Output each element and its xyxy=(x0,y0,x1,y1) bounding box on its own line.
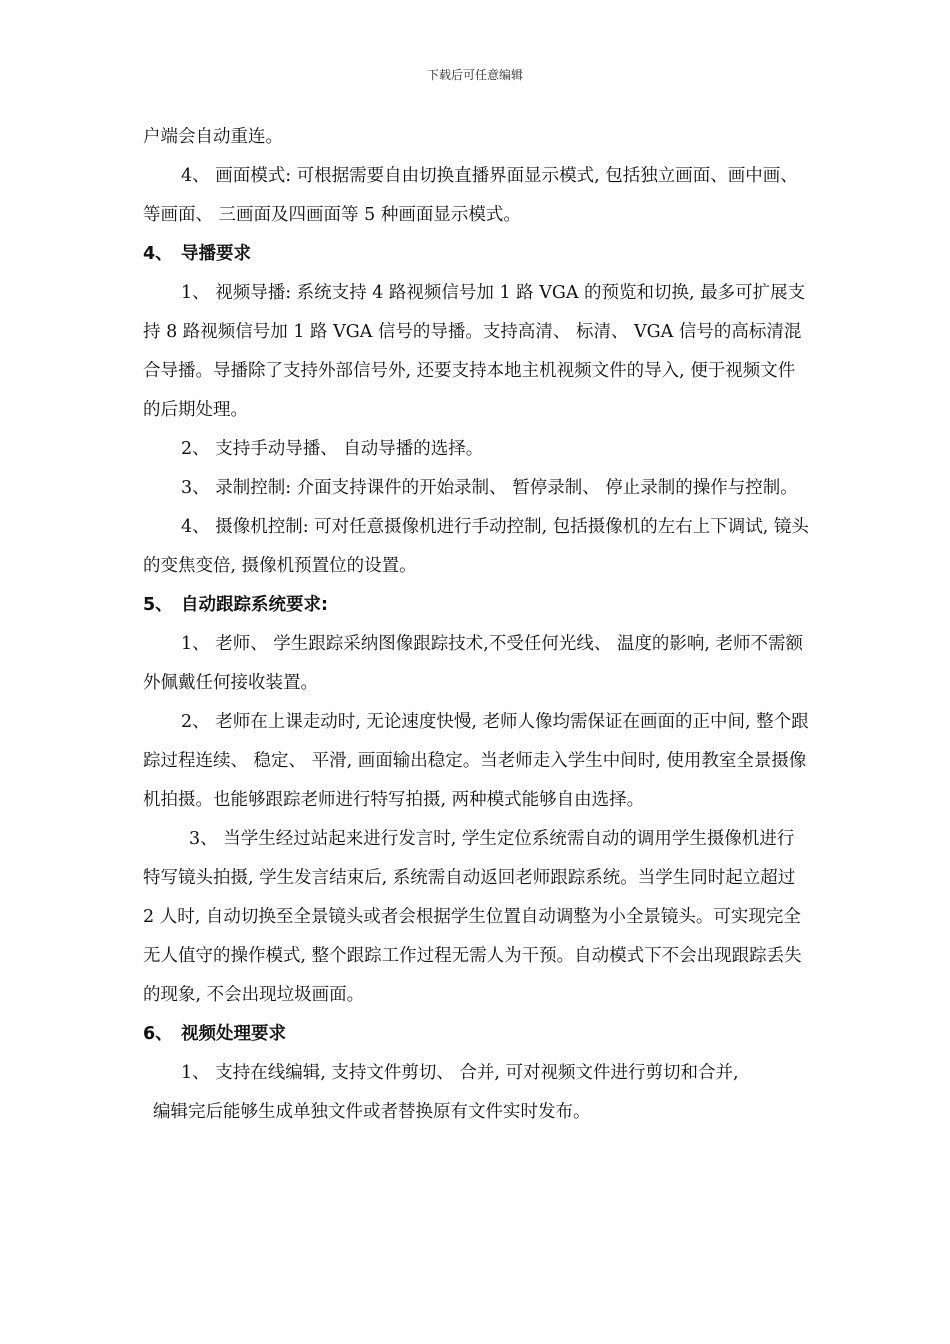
paragraph: 1、 老师、 学生跟踪采纳图像跟踪技术,不受任何光线、 温度的影响, 老师不需额外佩戴任何接收装置。 xyxy=(143,634,804,693)
section-number: 4、 xyxy=(143,244,173,264)
paragraph: 4、 画面模式: 可根据需要自由切换直播界面显示模式, 包括独立画面、画中画、 等画面、 三画面及四画面等 5 种画面显示模式。 xyxy=(143,166,798,225)
paragraph: 4、 摄像机控制: 可对任意摄像机进行手动控制, 包括摄像机的左右上下调试, 镜头的变焦变倍, 摄像机预置位的设置。 xyxy=(143,517,809,576)
section-title: 自动跟踪系统要求: xyxy=(181,595,328,615)
section-number: 6、 xyxy=(143,1024,173,1044)
section-heading xyxy=(143,1015,811,1054)
section-number: 5、 xyxy=(143,595,173,615)
section-title: 视频处理要求 xyxy=(181,1024,286,1044)
section-title: 导播要求 xyxy=(181,244,251,264)
document-body xyxy=(143,118,811,1132)
section-heading xyxy=(143,586,811,625)
paragraph: 编辑完后能够生成单独文件或者替换原有文件实时发布。 xyxy=(153,1102,591,1122)
paragraph: 1、 支持在线编辑, 支持文件剪切、 合并, 可对视频文件进行剪切和合并, xyxy=(181,1063,739,1083)
paragraph: 1、 视频导播: 系统支持 4 路视频信号加 1 路 VGA 的预览和切换, 最多可扩展支持 8 路视频信号加 1 路 VGA 信号的导播。支持高清、 标清、 VGA 信号的高标清混合导播。导播除了支持外部信号外, 还要支持本地主机视频文件的导入, 便于视频文件的后期处理。 xyxy=(143,283,806,420)
paragraph: 3、 录制控制: 介面支持课件的开始录制、 暂停录制、 停止录制的操作与控制。 xyxy=(181,478,798,498)
paragraph: 2、 老师在上课走动时, 无论速度快慢, 老师人像均需保证在画面的正中间, 整个跟踪过程连续、 稳定、 平滑, 画面输出稳定。当老师走入学生中间时, 使用教室全景摄像机拍摄。也能够跟踪老师进行特写拍摄, 两种模式能够自由选择。 xyxy=(143,712,809,810)
section-heading xyxy=(143,235,811,274)
paragraph: 2、 支持手动导播、 自动导播的选择。 xyxy=(181,439,484,459)
paragraph: 户端会自动重连。 xyxy=(143,127,283,147)
paragraph: 3、 当学生经过站起来进行发言时, 学生定位系统需自动的调用学生摄像机进行特写镜头拍摄, 学生发言结束后, 系统需自动返回老师跟踪系统。当学生同时起立超过 2 人时, 自动切换至全景镜头或者会根据学生位置自动调整为小全景镜头。可实现完全无人值守的操作模式, 整个跟踪工作过程无需人为干预。自动模式下不会出现跟踪丢失的现象, 不会出现垃圾画面。 xyxy=(143,829,802,1005)
page-header: 下载后可任意编辑 xyxy=(426,68,523,82)
